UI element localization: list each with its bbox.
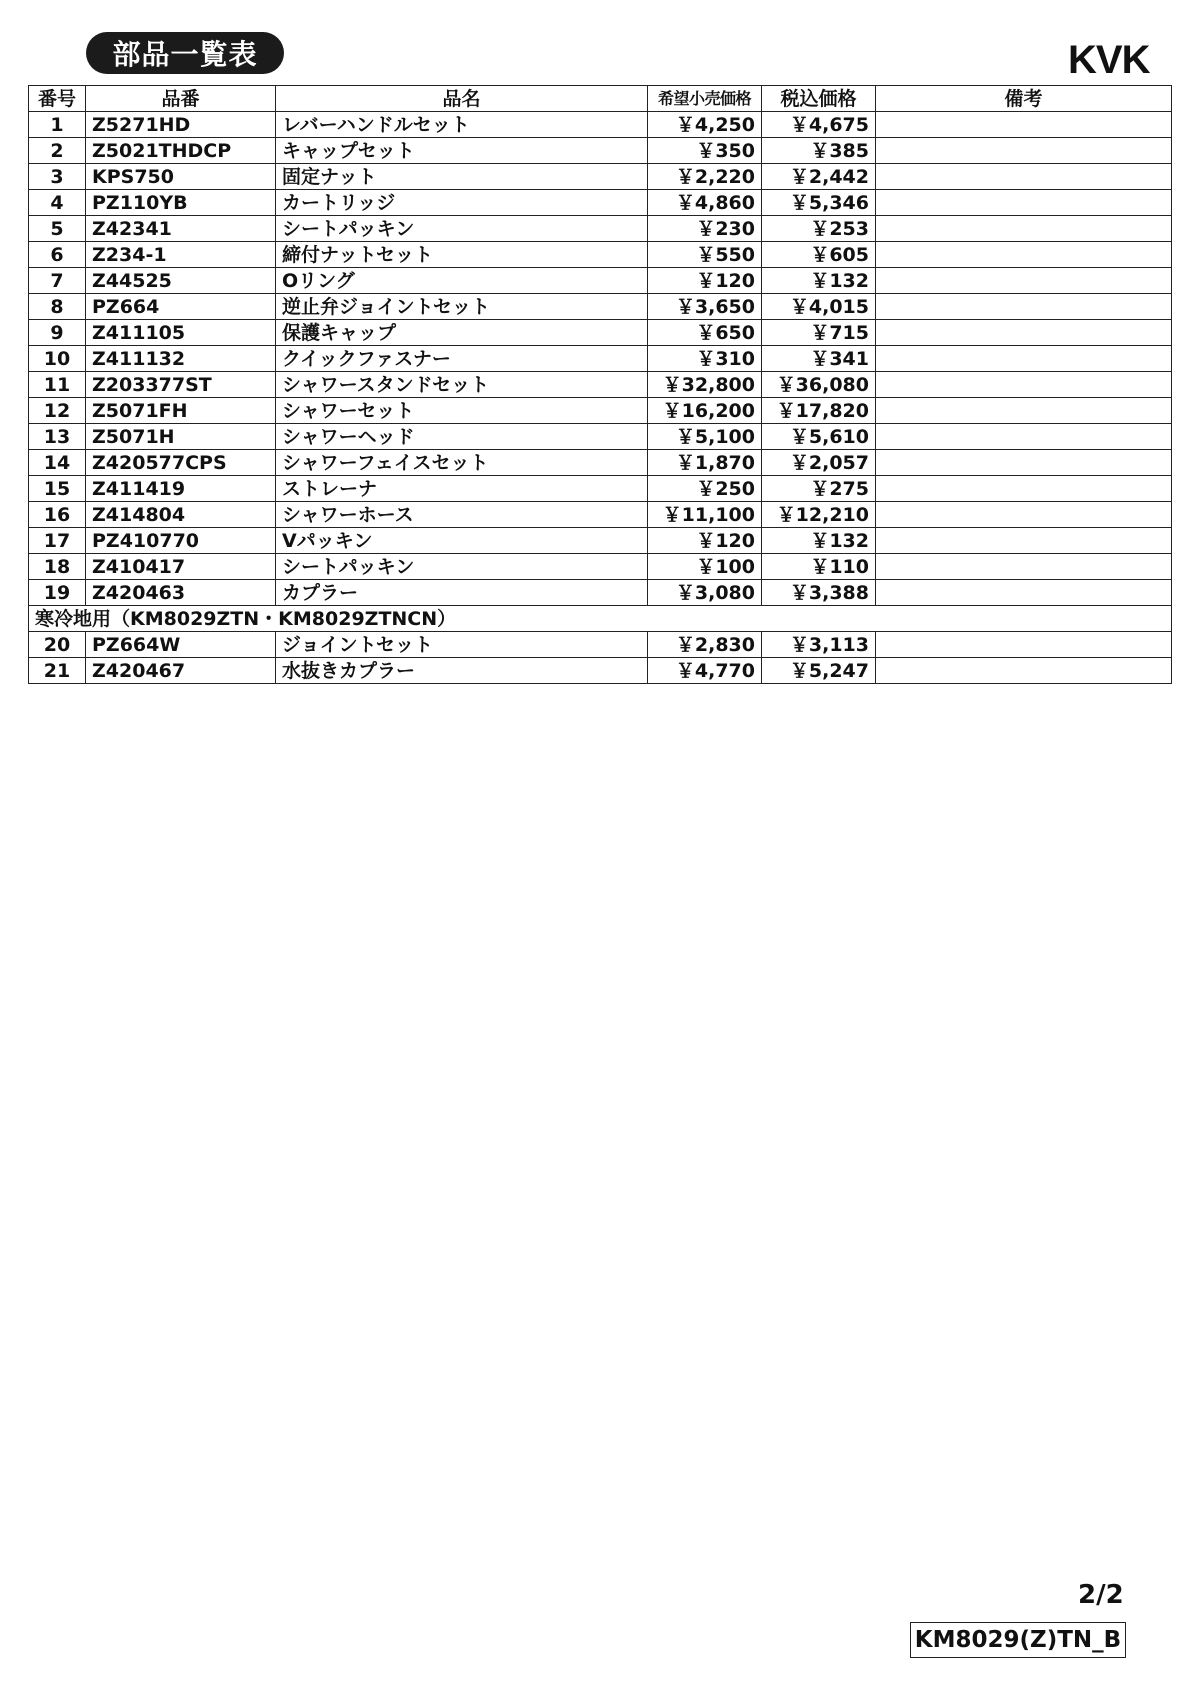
col-header-tax-price: 税込価格 <box>762 86 876 112</box>
cell-notes <box>876 424 1172 450</box>
cell-part-number: Z411132 <box>86 346 276 372</box>
cell-number: 2 <box>29 138 86 164</box>
cell-retail-price: ￥120 <box>648 528 762 554</box>
cell-part-name: クイックファスナー <box>276 346 648 372</box>
table-row <box>29 658 1172 684</box>
cell-part-number: Z420577CPS <box>86 450 276 476</box>
cell-tax-price: ￥385 <box>762 138 876 164</box>
col-header-part-name: 品名 <box>276 86 648 112</box>
cell-part-number: PZ664 <box>86 294 276 320</box>
cell-part-name: シャワーヘッド <box>276 424 648 450</box>
cell-number: 11 <box>29 372 86 398</box>
model-code: KM8029(Z)TN_B <box>910 1622 1126 1658</box>
cell-tax-price: ￥3,113 <box>762 632 876 658</box>
cell-number: 18 <box>29 554 86 580</box>
cell-part-name: キャップセット <box>276 138 648 164</box>
cell-part-number: Z411105 <box>86 320 276 346</box>
cell-notes <box>876 554 1172 580</box>
cell-part-name: シートパッキン <box>276 216 648 242</box>
cell-notes <box>876 632 1172 658</box>
cell-retail-price: ￥100 <box>648 554 762 580</box>
cell-part-name: レバーハンドルセット <box>276 112 648 138</box>
cell-part-name: ジョイントセット <box>276 632 648 658</box>
cell-part-name: カートリッジ <box>276 190 648 216</box>
table-row <box>29 112 1172 138</box>
cell-part-name: Vパッキン <box>276 528 648 554</box>
cell-notes <box>876 268 1172 294</box>
cell-part-name: カプラー <box>276 580 648 606</box>
cell-part-number: Z5021THDCP <box>86 138 276 164</box>
cell-part-number: Z420467 <box>86 658 276 684</box>
cell-part-name: シャワーセット <box>276 398 648 424</box>
table-row <box>29 268 1172 294</box>
cell-number: 17 <box>29 528 86 554</box>
cell-number: 14 <box>29 450 86 476</box>
cell-tax-price: ￥2,057 <box>762 450 876 476</box>
cell-tax-price: ￥36,080 <box>762 372 876 398</box>
table-row <box>29 346 1172 372</box>
cell-tax-price: ￥110 <box>762 554 876 580</box>
cell-number: 19 <box>29 580 86 606</box>
table-row <box>29 450 1172 476</box>
cell-part-name: シャワースタンドセット <box>276 372 648 398</box>
cell-notes <box>876 528 1172 554</box>
cell-notes <box>876 580 1172 606</box>
table-row <box>29 294 1172 320</box>
cell-retail-price: ￥3,650 <box>648 294 762 320</box>
cell-retail-price: ￥4,860 <box>648 190 762 216</box>
cell-number: 13 <box>29 424 86 450</box>
cell-notes <box>876 138 1172 164</box>
cell-notes <box>876 502 1172 528</box>
cell-notes <box>876 476 1172 502</box>
cell-retail-price: ￥2,220 <box>648 164 762 190</box>
cell-notes <box>876 112 1172 138</box>
cell-part-number: Z44525 <box>86 268 276 294</box>
cell-number: 8 <box>29 294 86 320</box>
cell-notes <box>876 216 1172 242</box>
cell-notes <box>876 398 1172 424</box>
table-row <box>29 528 1172 554</box>
cell-number: 10 <box>29 346 86 372</box>
cell-number: 21 <box>29 658 86 684</box>
cell-retail-price: ￥650 <box>648 320 762 346</box>
cell-tax-price: ￥4,015 <box>762 294 876 320</box>
parts-table <box>28 85 1172 684</box>
cell-part-name: Oリング <box>276 268 648 294</box>
cell-retail-price: ￥11,100 <box>648 502 762 528</box>
cell-part-name: ストレーナ <box>276 476 648 502</box>
cell-number: 15 <box>29 476 86 502</box>
table-body-cold <box>29 632 1172 684</box>
cell-part-number: Z42341 <box>86 216 276 242</box>
cell-notes <box>876 372 1172 398</box>
page-title: 部品一覧表 <box>86 32 284 74</box>
cell-retail-price: ￥250 <box>648 476 762 502</box>
cell-retail-price: ￥32,800 <box>648 372 762 398</box>
cell-part-number: PZ110YB <box>86 190 276 216</box>
cell-number: 6 <box>29 242 86 268</box>
cell-part-name: 締付ナットセット <box>276 242 648 268</box>
cell-notes <box>876 294 1172 320</box>
section-label: 寒冷地用（KM8029ZTN・KM8029ZTNCN） <box>29 606 1172 632</box>
cell-part-number: Z5271HD <box>86 112 276 138</box>
cell-retail-price: ￥2,830 <box>648 632 762 658</box>
table-row <box>29 580 1172 606</box>
table-body <box>29 112 1172 606</box>
cell-retail-price: ￥550 <box>648 242 762 268</box>
cell-notes <box>876 320 1172 346</box>
page-number: 2/2 <box>1078 1580 1124 1610</box>
cell-notes <box>876 190 1172 216</box>
table-row <box>29 164 1172 190</box>
cell-tax-price: ￥2,442 <box>762 164 876 190</box>
cell-part-name: 保護キャップ <box>276 320 648 346</box>
cell-tax-price: ￥5,610 <box>762 424 876 450</box>
table-row <box>29 554 1172 580</box>
col-header-number: 番号 <box>29 86 86 112</box>
cell-part-number: PZ664W <box>86 632 276 658</box>
cell-part-name: 逆止弁ジョイントセット <box>276 294 648 320</box>
cell-number: 16 <box>29 502 86 528</box>
section-cold-region <box>29 606 1172 632</box>
cell-retail-price: ￥1,870 <box>648 450 762 476</box>
cell-number: 4 <box>29 190 86 216</box>
cell-retail-price: ￥120 <box>648 268 762 294</box>
cell-part-number: Z203377ST <box>86 372 276 398</box>
cell-retail-price: ￥16,200 <box>648 398 762 424</box>
cell-part-name: シャワーホース <box>276 502 648 528</box>
cell-tax-price: ￥715 <box>762 320 876 346</box>
cell-part-number: PZ410770 <box>86 528 276 554</box>
cell-notes <box>876 164 1172 190</box>
table-row <box>29 320 1172 346</box>
cell-number: 12 <box>29 398 86 424</box>
cell-part-number: KPS750 <box>86 164 276 190</box>
table-row <box>29 502 1172 528</box>
cell-tax-price: ￥132 <box>762 268 876 294</box>
cell-retail-price: ￥3,080 <box>648 580 762 606</box>
cell-part-name: シャワーフェイスセット <box>276 450 648 476</box>
cell-retail-price: ￥310 <box>648 346 762 372</box>
cell-part-number: Z414804 <box>86 502 276 528</box>
col-header-part-number: 品番 <box>86 86 276 112</box>
cell-number: 3 <box>29 164 86 190</box>
table-row <box>29 138 1172 164</box>
cell-tax-price: ￥5,247 <box>762 658 876 684</box>
cell-number: 5 <box>29 216 86 242</box>
table-row <box>29 242 1172 268</box>
cell-notes <box>876 346 1172 372</box>
cell-part-name: シートパッキン <box>276 554 648 580</box>
cell-tax-price: ￥275 <box>762 476 876 502</box>
section-row <box>29 606 1172 632</box>
cell-part-number: Z411419 <box>86 476 276 502</box>
table-row <box>29 190 1172 216</box>
cell-tax-price: ￥605 <box>762 242 876 268</box>
cell-number: 9 <box>29 320 86 346</box>
cell-notes <box>876 658 1172 684</box>
col-header-retail-price: 希望小売価格 <box>648 86 762 112</box>
cell-part-name: 水抜きカプラー <box>276 658 648 684</box>
cell-number: 1 <box>29 112 86 138</box>
cell-retail-price: ￥4,250 <box>648 112 762 138</box>
cell-part-number: Z410417 <box>86 554 276 580</box>
cell-notes <box>876 242 1172 268</box>
cell-number: 7 <box>29 268 86 294</box>
cell-part-number: Z5071H <box>86 424 276 450</box>
cell-tax-price: ￥341 <box>762 346 876 372</box>
cell-retail-price: ￥350 <box>648 138 762 164</box>
cell-notes <box>876 450 1172 476</box>
table-row <box>29 632 1172 658</box>
cell-tax-price: ￥5,346 <box>762 190 876 216</box>
cell-tax-price: ￥17,820 <box>762 398 876 424</box>
table-row <box>29 216 1172 242</box>
cell-retail-price: ￥230 <box>648 216 762 242</box>
brand-logo: KVK <box>1068 38 1150 82</box>
table-row <box>29 398 1172 424</box>
table-row <box>29 372 1172 398</box>
cell-part-number: Z420463 <box>86 580 276 606</box>
cell-tax-price: ￥132 <box>762 528 876 554</box>
table-header-row <box>29 86 1172 112</box>
table-row <box>29 476 1172 502</box>
cell-part-number: Z5071FH <box>86 398 276 424</box>
col-header-notes: 備考 <box>876 86 1172 112</box>
cell-tax-price: ￥253 <box>762 216 876 242</box>
cell-tax-price: ￥4,675 <box>762 112 876 138</box>
cell-retail-price: ￥4,770 <box>648 658 762 684</box>
table-row <box>29 424 1172 450</box>
cell-part-number: Z234-1 <box>86 242 276 268</box>
cell-part-name: 固定ナット <box>276 164 648 190</box>
cell-number: 20 <box>29 632 86 658</box>
cell-retail-price: ￥5,100 <box>648 424 762 450</box>
cell-tax-price: ￥3,388 <box>762 580 876 606</box>
cell-tax-price: ￥12,210 <box>762 502 876 528</box>
